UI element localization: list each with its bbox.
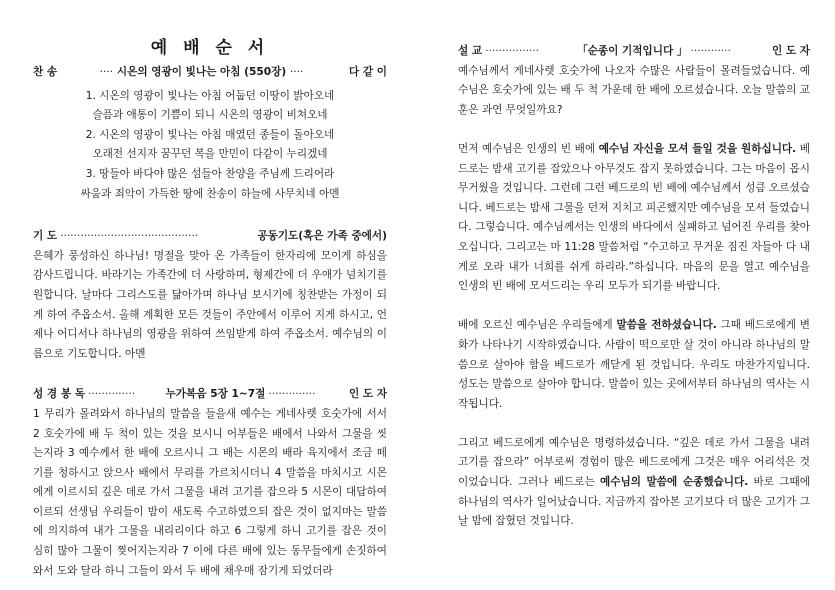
sermon-p4-text-c: 바로 그때에 하나님의 역사가 일어났습니다. 지금까지 잡아본 고기보다 더 많은 고기가 그날 밤에 잡혔던 것입니다. <box>458 476 811 528</box>
sermon-title: 「순종이 기적입니다 」 <box>577 45 688 57</box>
sermon-header <box>458 42 810 62</box>
sermon-leader: 인 도 자 <box>771 45 810 57</box>
hymn-leader: 다 같 이 <box>348 66 387 78</box>
sermon-p4-text-a: 그리고 베드로에게 예수님은 명령하셨습니다. “깊은 데로 가서 그물을 내려 고기를 잡으라” 어부로써 경험이 많은 베드로에게 그것은 매우 어리석은 것이었습니다. 그러나 베드로는 <box>458 436 810 489</box>
left-column <box>33 0 387 581</box>
sermon-label: 설 교 <box>458 45 483 57</box>
sermon-p2-text-a: 먼저 예수님은 인생의 빈 배에 <box>458 142 599 155</box>
hymn-lyric-line: 싸움과 죄악이 가득한 땅에 찬송이 하늘에 사무치네 아멘 <box>80 187 340 200</box>
reading-header <box>33 385 387 405</box>
right-column <box>458 0 810 532</box>
reading-text: 1 무리가 몰려와서 하나님의 말씀을 들을새 예수는 게네사렛 호숫가에 서서 2 호숫가에 배 두 척이 있는 것을 보시니 어부들은 배에서 나와서 그물을 씻는지라 3 예수께서 한 배에 오르시니 그 배는 시몬의 배라 육지에서 조금 떼기를 청하시고 앉으사 배에서 무리를 가르치시더니 4 말씀을 마치시고 시몬에게 이르시되 깊은 데로 가서 그물을 내려 고기를 잡으라 5 시몬이 대답하여 이르되 선생님 우리들이 밤이 새도록 수고하였으되 잡은 것이 없지마는 말씀에 의지하여 내가 그물을 내리리이다 하고 6 그렇게 하니 고기를 잡은 것이 심히 많아 그물이 찢어지는지라 7 이에 다른 배에 있는 동무들에게 손짓하여 와서 도와 달라 하니 그들이 와서 두 배에 채우매 잠기게 되었더라 <box>33 407 387 577</box>
hymn-tail-dots: ···· <box>289 66 304 78</box>
reading-title: 누가복음 5장 1~7절 <box>165 388 266 401</box>
sermon-p2-text-c: 베드로는 밤새 고기를 잡았으나 아무것도 잡지 못하였습니다. 그는 마음이 몹시 무거웠을 것입니다. 그런데 그런 베드로의 빈 배에 예수님께서 성큼 오르셨습니다. 베드로는 밤새 그물을 던져 지치고 피곤했지만 예수님을 모셔 들였습니다. 그렇습니다. 예수님께서는 인생의 바다에서 실패하고 넘어진 우리를 찾아오십니다. 그리고는 마 11:28 말씀처럼 “수고하고 무거운 짐진 자들아 다 내게로 오라 내가 너희를 쉬게 하리라.”하십니다. 마음의 문을 열고 예수님을 인생의 빈 배에 모셔드리는 우리 모두가 되기를 바랍니다. <box>458 142 811 293</box>
sermon-paragraph-3 <box>458 316 810 414</box>
hymn-lead-dots: ···· <box>99 66 114 78</box>
page-title: 예 배 순 서 <box>150 38 270 58</box>
hymn-header <box>33 63 387 83</box>
sermon-dots: ················ <box>485 45 540 57</box>
reading-label: 성 경 봉 독 <box>33 388 85 401</box>
sermon-paragraph-4 <box>458 434 810 532</box>
hymn-lyric-line: 1. 시온의 영광이 빛나는 아침 어둡던 이땅이 밝아오네 <box>85 89 335 102</box>
prayer-dots: ········································· <box>60 230 199 243</box>
sermon-p2-emphasis: 예수님 자신을 모셔 들일 것을 원하십니다. <box>598 142 797 155</box>
sermon-dots-2: ············ <box>690 45 731 57</box>
sermon-paragraph-1: 예수님께서 게네사렛 호숫가에 나오자 수많은 사람들이 몰려들었습니다. 예수님은 호숫가에 있는 배 두 척 가운데 한 배에 오르셨습니다. 오늘 말씀의 교훈은 과연 무엇일까요? <box>458 64 810 116</box>
reading-leader: 인 도 자 <box>348 388 387 401</box>
hymn-title: 시온의 영광이 빛나는 아침 (550장) <box>116 66 287 78</box>
prayer-title: 공동기도(혹은 가족 중에서) <box>257 230 387 243</box>
hymn-label: 찬 송 <box>33 66 58 78</box>
sermon-p3-text-a: 배에 오르신 예수님은 우리들에게 <box>458 319 617 332</box>
sermon-p3-emphasis: 말씀을 전하셨습니다. <box>616 319 717 332</box>
sermon-p4-emphasis: 예수님의 말씀에 순종했습니다. <box>600 476 749 489</box>
hymn-lyric-line: 3. 땅들아 바다야 많은 섬들아 찬양을 주님께 드리어라 <box>85 167 335 180</box>
hymn-lyric-line: 오래전 선지자 꿈꾸던 복을 만민이 다같이 누리겠네 <box>92 148 328 161</box>
prayer-header <box>33 227 387 247</box>
reading-dots: ·············· <box>88 388 136 401</box>
prayer-label: 기 도 <box>33 230 58 243</box>
sermon-paragraph-2 <box>458 140 810 297</box>
hymn-lyric-line: 슬픔과 애통이 기쁨이 되니 시온의 영광이 비쳐오네 <box>92 109 328 122</box>
prayer-text: 은혜가 풍성하신 하나님! 명절을 맞아 온 가족들이 한자리에 모이게 하심을 감사드립니다. 바라기는 가족간에 더 사랑하며, 형제간에 더 우애가 넘치기를 원합니다. 날마다 그리스도를 닮아가며 하나님 보시기에 칭찬받는 가정이 되게 하여 주옵소서. 올해 계획한 모든 것들이 주안에서 이루어 지게 하시고, 언제나 어디서나 하나님의 영광을 위하여 쓰임받게 하여 주옵소서. 예수님의 이름으로 기도합니다. 아멘 <box>33 249 387 360</box>
sermon-p3-text-c: 그때 베드로에게 변화가 나타나기 시작하였습니다. 사람이 떡으로만 살 것이 아니라 하나님의 말씀으로 살아야 함을 베드로가 깨닫게 된 것입니다. 우리도 마찬가지입니다. 성도는 말씀으로 살아야 합니다. 말씀이 있는 곳에서부터 하나님의 역사는 시작됩니다. <box>458 319 810 410</box>
hymn-lyric-line: 2. 시온의 영광이 빛나는 아침 매였던 종들이 돌아오네 <box>85 128 335 141</box>
reading-dots-2: ·············· <box>268 388 316 401</box>
hymn-title-group <box>100 63 304 83</box>
